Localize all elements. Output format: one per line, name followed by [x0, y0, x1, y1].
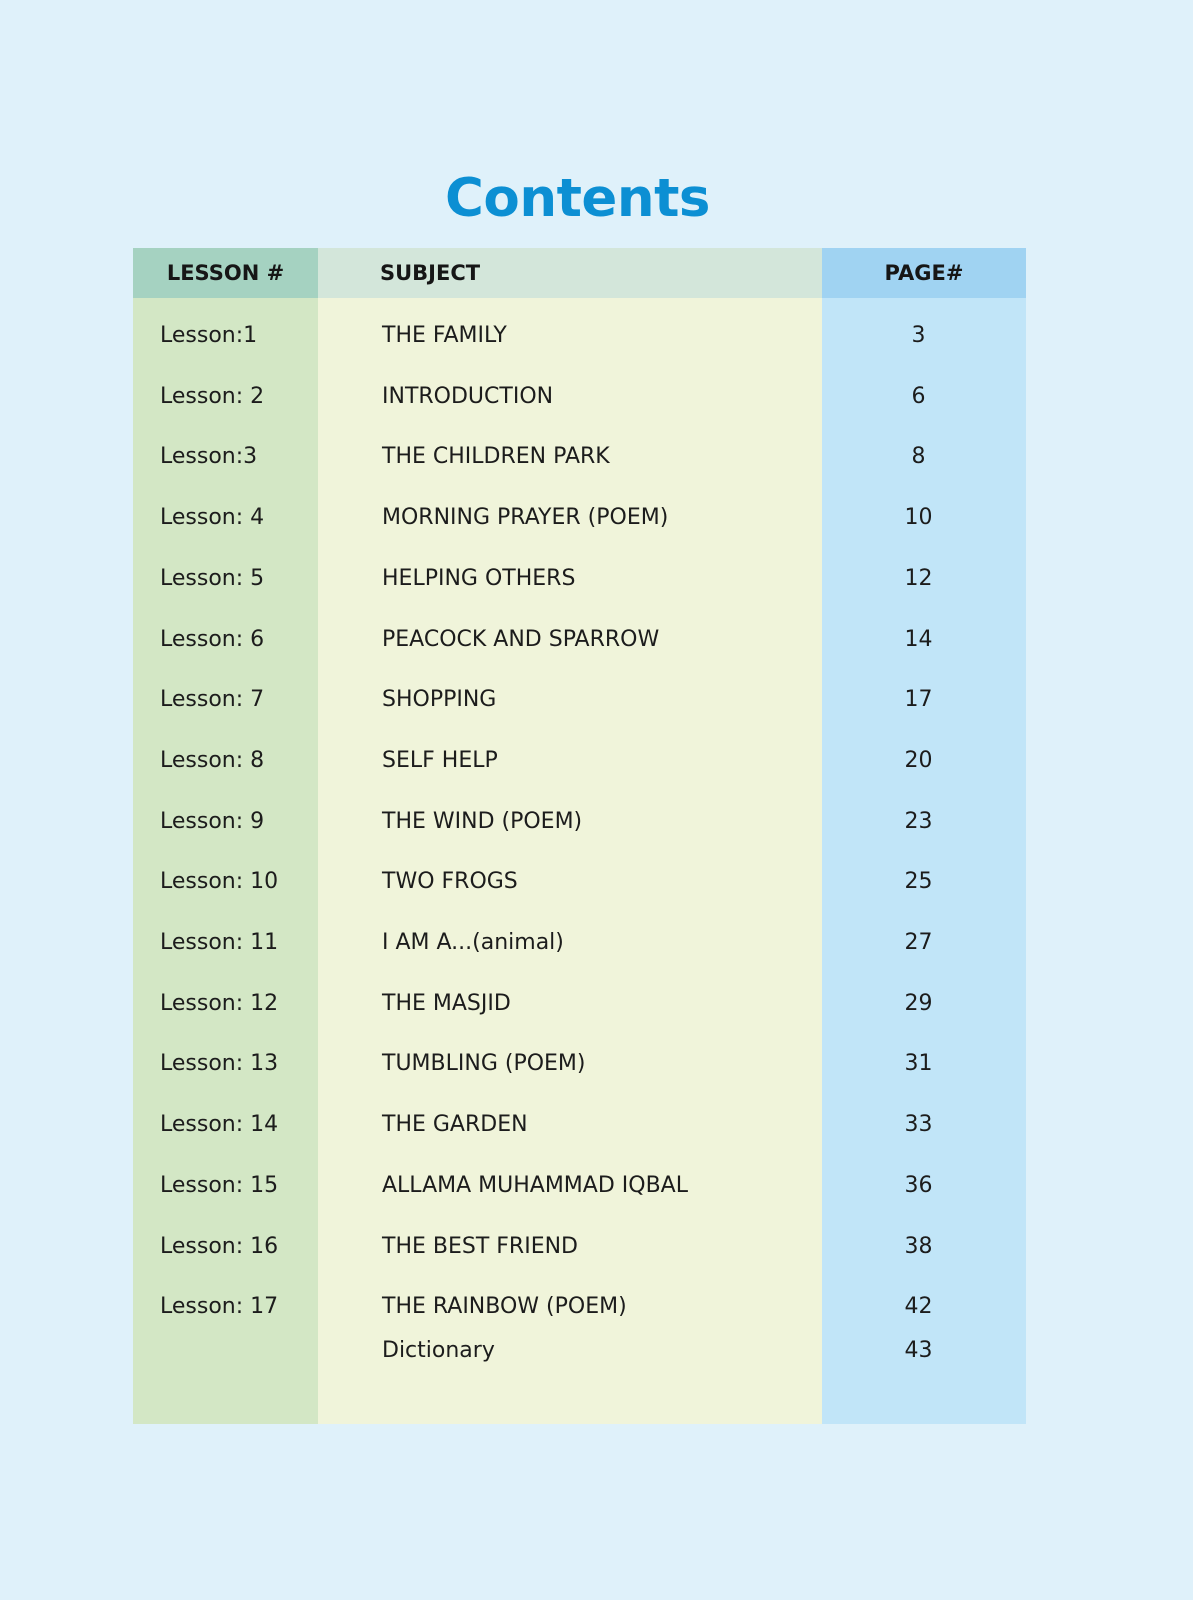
page-number: 29 — [904, 990, 933, 1016]
table-row — [133, 437, 1026, 477]
lesson-number: Lesson: 6 — [160, 626, 265, 652]
lesson-number: Lesson: 8 — [160, 747, 265, 773]
table-row — [133, 559, 1026, 599]
table-row — [133, 1166, 1026, 1206]
lesson-number: Lesson:1 — [160, 323, 258, 348]
table-row — [133, 1287, 1026, 1327]
table-row — [133, 741, 1026, 781]
subject-column-header: SUBJECT — [318, 248, 822, 298]
lesson-subject: Dictionary — [382, 1338, 495, 1364]
lesson-number: Lesson: 7 — [160, 687, 265, 713]
lesson-subject: SELF HELP — [382, 747, 498, 773]
page-number: 31 — [904, 1051, 933, 1077]
page-number: 14 — [904, 626, 933, 652]
lesson-subject: THE CHILDREN PARK — [382, 444, 610, 470]
page-column-header: PAGE# — [822, 248, 1026, 298]
page-number: 20 — [904, 747, 933, 773]
lesson-subject: SHOPPING — [382, 687, 497, 713]
lesson-subject: I AM A...(animal) — [382, 930, 564, 955]
table-row — [133, 1227, 1026, 1267]
lesson-subject: INTRODUCTION — [382, 383, 554, 409]
lesson-number: Lesson: 12 — [160, 990, 279, 1016]
lesson-number: Lesson: 2 — [160, 383, 265, 409]
page-number: 10 — [904, 505, 933, 531]
page-number: 38 — [904, 1233, 933, 1259]
page-title: Contents — [445, 168, 710, 229]
table-row — [133, 984, 1026, 1024]
page-number: 8 — [911, 444, 926, 470]
table-row — [133, 1044, 1026, 1084]
lesson-subject: MORNING PRAYER (POEM) — [382, 505, 669, 531]
lesson-subject: TWO FROGS — [382, 869, 518, 895]
page-number: 27 — [904, 930, 933, 955]
page-number: 42 — [904, 1294, 933, 1320]
lesson-subject: THE RAINBOW (POEM) — [382, 1294, 627, 1320]
lesson-subject: TUMBLING (POEM) — [382, 1051, 586, 1077]
lesson-number: Lesson: 11 — [160, 930, 279, 955]
table-row — [133, 316, 1026, 356]
page-number: 12 — [904, 565, 933, 591]
lesson-subject: THE GARDEN — [382, 1112, 528, 1138]
lesson-number: Lesson: 15 — [160, 1172, 279, 1198]
table-row — [133, 377, 1026, 417]
lesson-column-header: LESSON # — [133, 248, 318, 298]
lesson-subject: THE FAMILY — [382, 323, 507, 348]
page-number: 23 — [904, 808, 933, 834]
lesson-number: Lesson: 17 — [160, 1294, 279, 1320]
table-row — [133, 680, 1026, 720]
lesson-subject: HELPING OTHERS — [382, 565, 576, 591]
lesson-subject: THE WIND (POEM) — [382, 808, 583, 834]
page-number: 6 — [911, 383, 926, 409]
page-number: 43 — [904, 1338, 933, 1364]
page-number: 25 — [904, 869, 933, 895]
table-row — [133, 498, 1026, 538]
lesson-subject: ALLAMA MUHAMMAD IQBAL — [382, 1172, 688, 1198]
page-number: 33 — [904, 1112, 933, 1138]
contents-table — [133, 248, 1026, 1424]
lesson-number: Lesson: 9 — [160, 808, 265, 834]
table-row — [133, 862, 1026, 902]
table-row — [133, 1105, 1026, 1145]
lesson-number: Lesson: 4 — [160, 505, 265, 531]
table-row — [133, 620, 1026, 660]
page-number: 36 — [904, 1172, 933, 1198]
table-row — [133, 1331, 1026, 1371]
lesson-number: Lesson:3 — [160, 444, 258, 470]
table-row — [133, 923, 1026, 963]
table-row — [133, 802, 1026, 842]
page-number: 3 — [911, 323, 926, 348]
page-number: 17 — [904, 687, 933, 713]
lesson-subject: THE MASJID — [382, 990, 511, 1016]
lesson-subject: PEACOCK AND SPARROW — [382, 626, 660, 652]
lesson-number: Lesson: 5 — [160, 565, 265, 591]
lesson-number: Lesson: 14 — [160, 1112, 279, 1138]
lesson-subject: THE BEST FRIEND — [382, 1233, 578, 1259]
lesson-number: Lesson: 13 — [160, 1051, 279, 1077]
lesson-number: Lesson: 10 — [160, 869, 279, 895]
lesson-number: Lesson: 16 — [160, 1233, 279, 1259]
